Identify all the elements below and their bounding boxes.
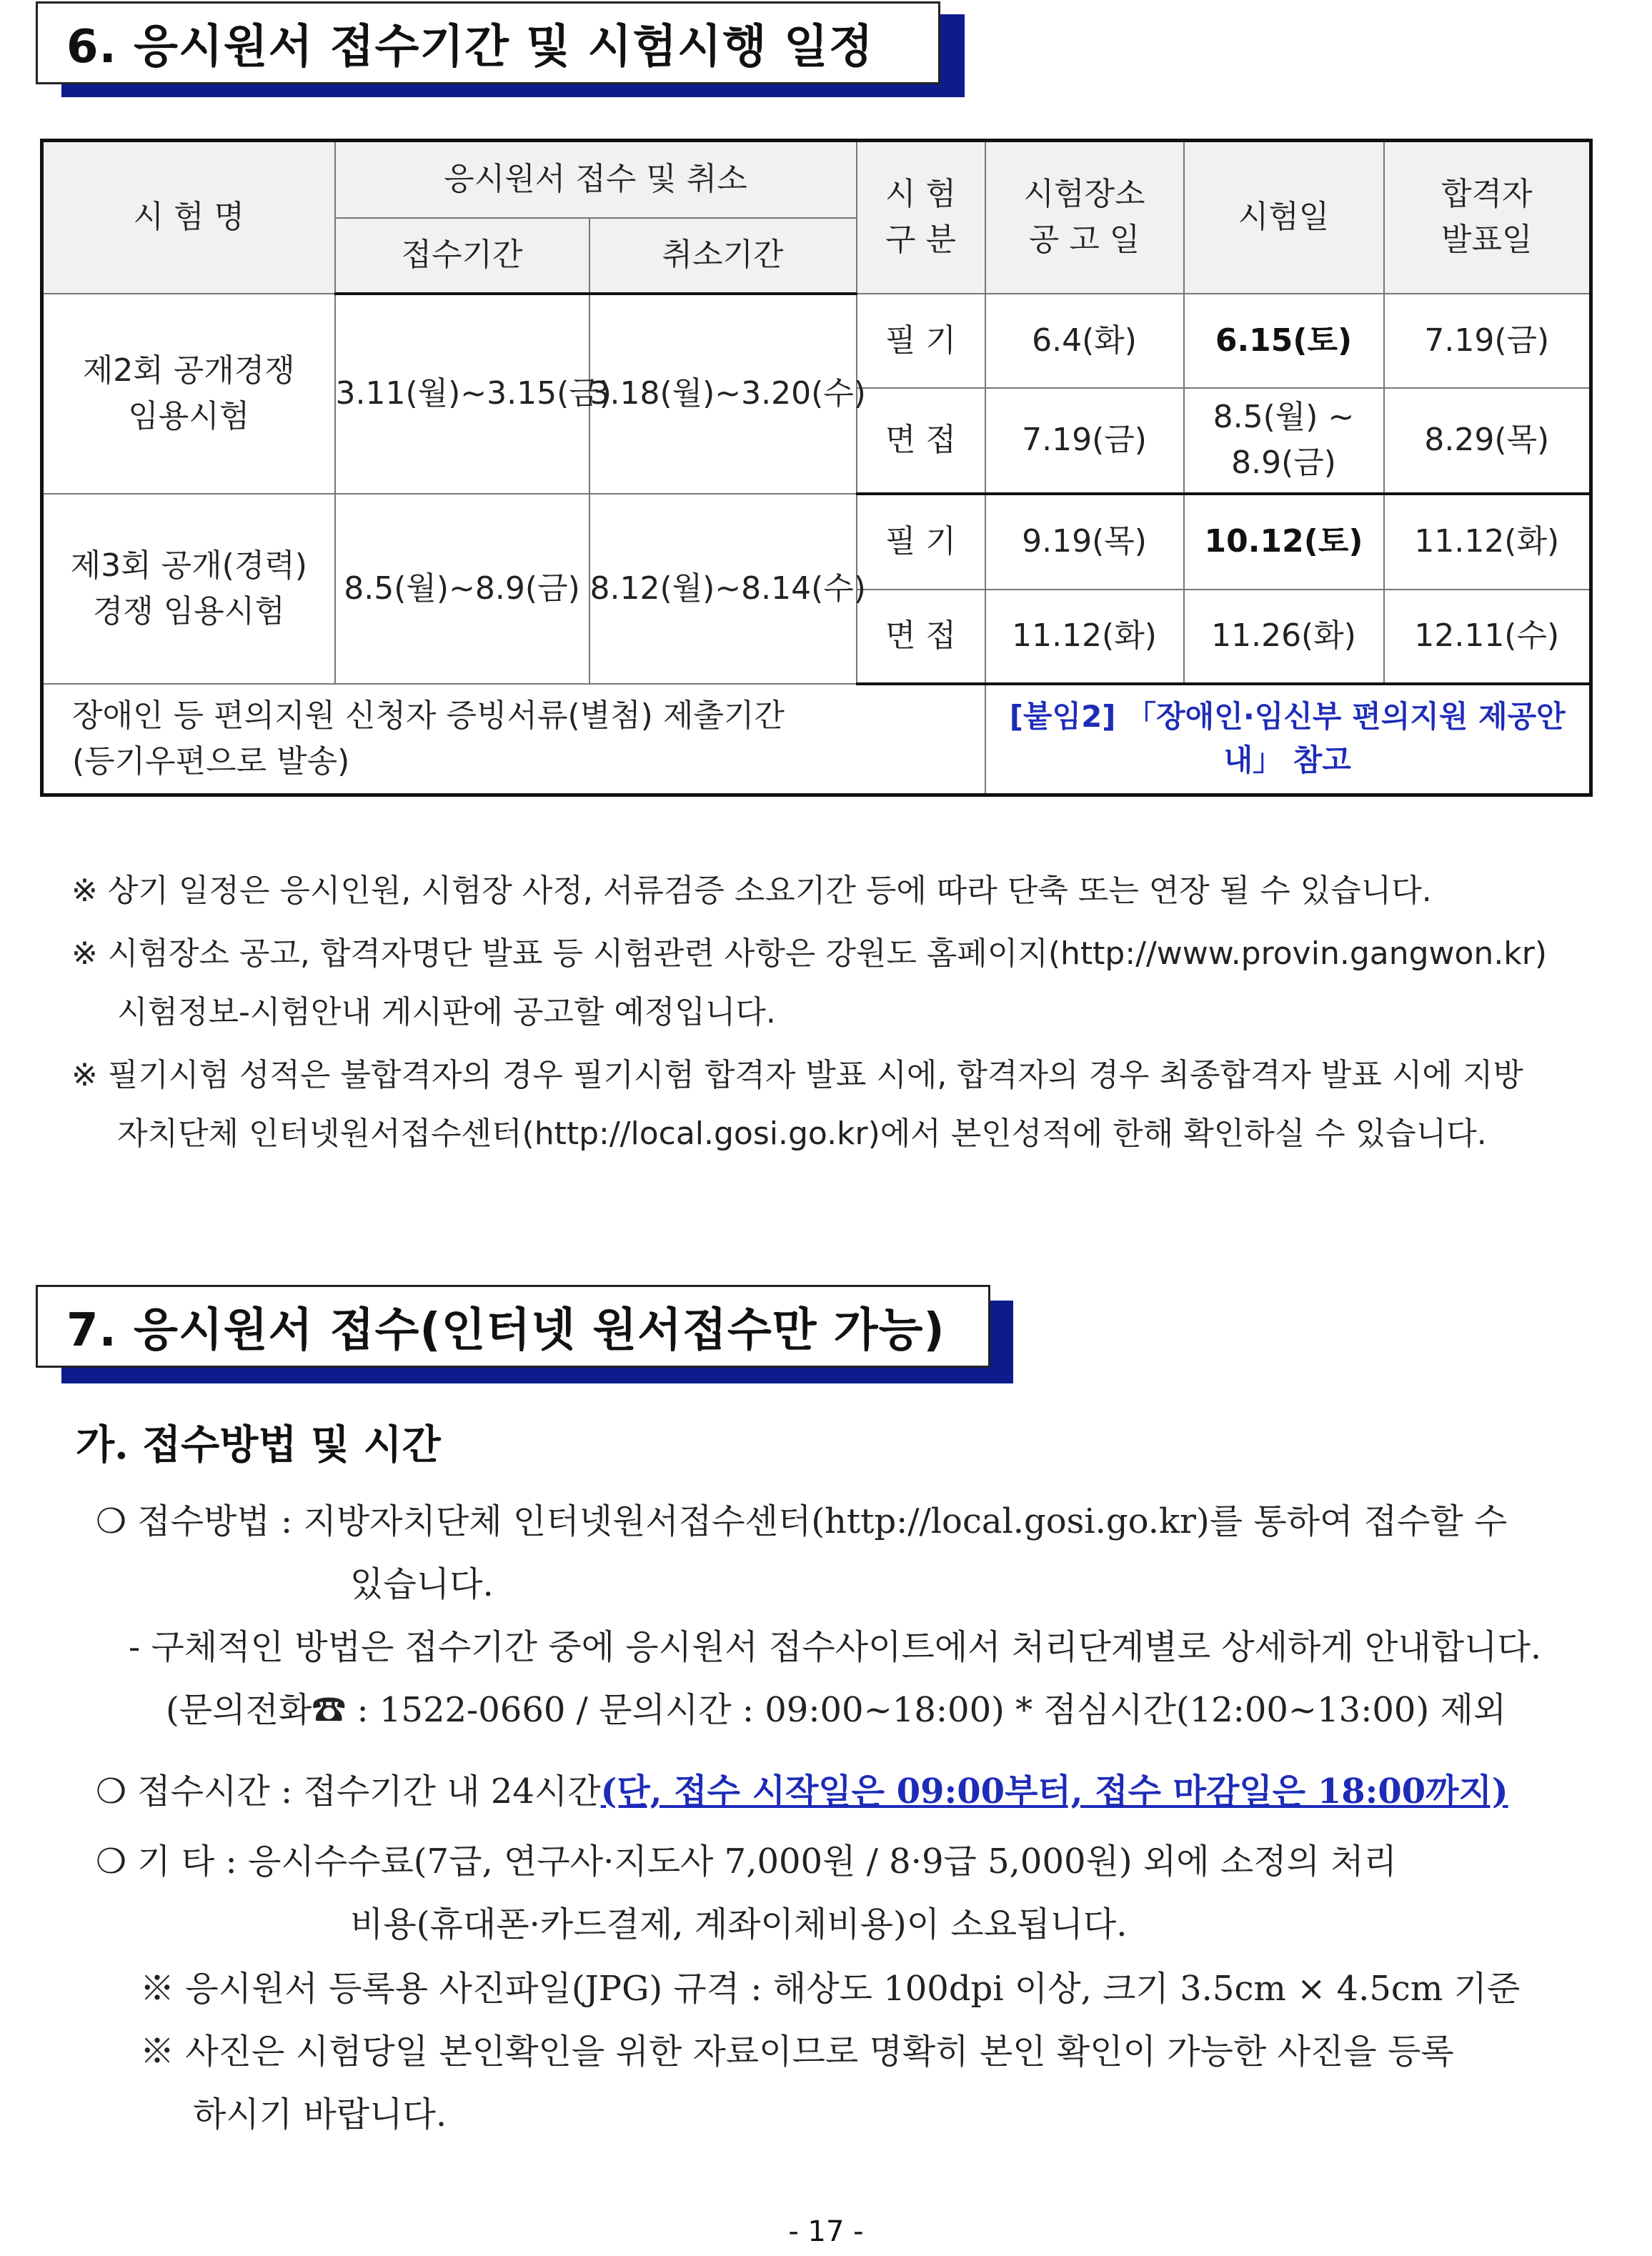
table-row <box>42 294 1591 388</box>
photo-note-3: 하시기 바랍니다. <box>193 2094 447 2135</box>
schedule-note-3-cont: 자치단체 인터넷원서접수센터(http://local.gosi.go.kr)에서 본인성적에 한해 확인하실 수 있습니다. <box>117 1115 1487 1152</box>
schedule-note-1: ※ 상기 일정은 응시인원, 시험장 사정, 서류검증 소요기간 등에 따라 단축 또는 연장 될 수 있습니다. <box>71 873 1432 909</box>
pass-date-cell: 7.19(금) <box>1384 294 1591 388</box>
table-row <box>42 494 1591 590</box>
pass-date-cell: 11.12(화) <box>1384 494 1591 590</box>
subsection-title: 가. 접수방법 및 시간 <box>76 1421 441 1469</box>
exam-type-cell: 면 접 <box>857 388 985 494</box>
time-emphasis: (단, 접수 시작일은 09:00부터, 접수 마감일은 18:00까지) <box>600 1771 1508 1812</box>
receipt-period-cell: 8.5(월)~8.9(금) <box>335 494 589 684</box>
exam-name-cell: 제3회 공개(경력) 경쟁 임용시험 <box>42 494 335 684</box>
contact-info: (문의전화☎ : 1522-0660 / 문의시간 : 09:00~18:00) * 점심시간(12:00~13:00) 제외 <box>166 1690 1507 1730</box>
header-exam-date: 시험일 <box>1184 141 1384 294</box>
cancel-period-cell: 8.12(월)~8.14(수) <box>589 494 857 684</box>
accommodation-reference: [붙임2] 「장애인·임신부 편의지원 제공안내」 참고 <box>985 684 1591 795</box>
exam-date-cell: 6.15(토) <box>1184 294 1384 388</box>
etc-line-2: 비용(휴대폰·카드결제, 계좌이체비용)이 소요됩니다. <box>350 1904 1128 1944</box>
photo-note-2: ※ 사진은 시험당일 본인확인을 위한 자료이므로 명확히 본인 확인이 가능한 사진을 등록 <box>140 2032 1454 2072</box>
method-line-1: ❍ 접수방법 : 지방자치단체 인터넷원서접수센터(http://local.gosi.go.kr)를 통하여 접수할 수 <box>96 1501 1508 1541</box>
header-exam-type: 시 험 구 분 <box>857 141 985 294</box>
receipt-period-cell: 3.11(월)~3.15(금) <box>335 294 589 494</box>
header-receipt-period: 접수기간 <box>335 218 589 294</box>
exam-date-cell: 11.26(화) <box>1184 590 1384 684</box>
section-6-title: 6. 응시원서 접수기간 및 시험시행 일정 <box>36 1 940 84</box>
table-footer-row <box>42 684 1591 795</box>
header-cancel-period: 취소기간 <box>589 218 857 294</box>
header-venue-date: 시험장소 공 고 일 <box>985 141 1184 294</box>
exam-schedule-table <box>40 139 1593 797</box>
venue-date-cell: 11.12(화) <box>985 590 1184 684</box>
venue-date-cell: 9.19(목) <box>985 494 1184 590</box>
venue-date-cell: 7.19(금) <box>985 388 1184 494</box>
header-application: 응시원서 접수 및 취소 <box>335 141 857 218</box>
header-exam-name: 시 험 명 <box>42 141 335 294</box>
method-detail-1: - 구체적인 방법은 접수기간 중에 응시원서 접수사이트에서 처리단계별로 상세하게 안내합니다. <box>129 1627 1542 1667</box>
schedule-note-2-cont: 시험정보-시험안내 게시판에 공고할 예정입니다. <box>117 994 776 1030</box>
pass-date-cell: 8.29(목) <box>1384 388 1591 494</box>
schedule-note-3: ※ 필기시험 성적은 불합격자의 경우 필기시험 합격자 발표 시에, 합격자의 경우 최종합격자 발표 시에 지방 <box>71 1057 1523 1093</box>
method-line-2: 있습니다. <box>350 1564 494 1604</box>
accommodation-note-cell: 장애인 등 편의지원 신청자 증빙서류(별첨) 제출기간 (등기우편으로 발송) <box>42 684 985 795</box>
exam-type-cell: 필 기 <box>857 294 985 388</box>
etc-line-1: ❍ 기 타 : 응시수수료(7급, 연구사·지도사 7,000원 / 8·9급 5,000원) 외에 소정의 처리 <box>96 1842 1397 1882</box>
schedule-note-2: ※ 시험장소 공고, 합격자명단 발표 등 시험관련 사항은 강원도 홈페이지(http://www.provin.gangwon.kr) <box>71 935 1548 972</box>
section-7-title: 7. 응시원서 접수(인터넷 원서접수만 가능) <box>36 1285 990 1368</box>
pass-date-cell: 12.11(수) <box>1384 590 1591 684</box>
exam-date-cell: 8.5(월) ~ 8.9(금) <box>1184 388 1384 494</box>
exam-date-cell: 10.12(토) <box>1184 494 1384 590</box>
exam-type-cell: 면 접 <box>857 590 985 684</box>
exam-name-cell: 제2회 공개경쟁 임용시험 <box>42 294 335 494</box>
cancel-period-cell: 3.18(월)~3.20(수) <box>589 294 857 494</box>
header-pass-date: 합격자 발표일 <box>1384 141 1591 294</box>
page-number: - 17 - <box>788 2215 864 2248</box>
venue-date-cell: 6.4(화) <box>985 294 1184 388</box>
photo-note-1: ※ 응시원서 등록용 사진파일(JPG) 규격 : 해상도 100dpi 이상, 크기 3.5cm × 4.5cm 기준 <box>140 1969 1521 2009</box>
time-line: ❍ 접수시간 : 접수기간 내 24시간(단, 접수 시작일은 09:00부터, 접수 마감일은 18:00까지) <box>96 1771 1508 1812</box>
exam-type-cell: 필 기 <box>857 494 985 590</box>
